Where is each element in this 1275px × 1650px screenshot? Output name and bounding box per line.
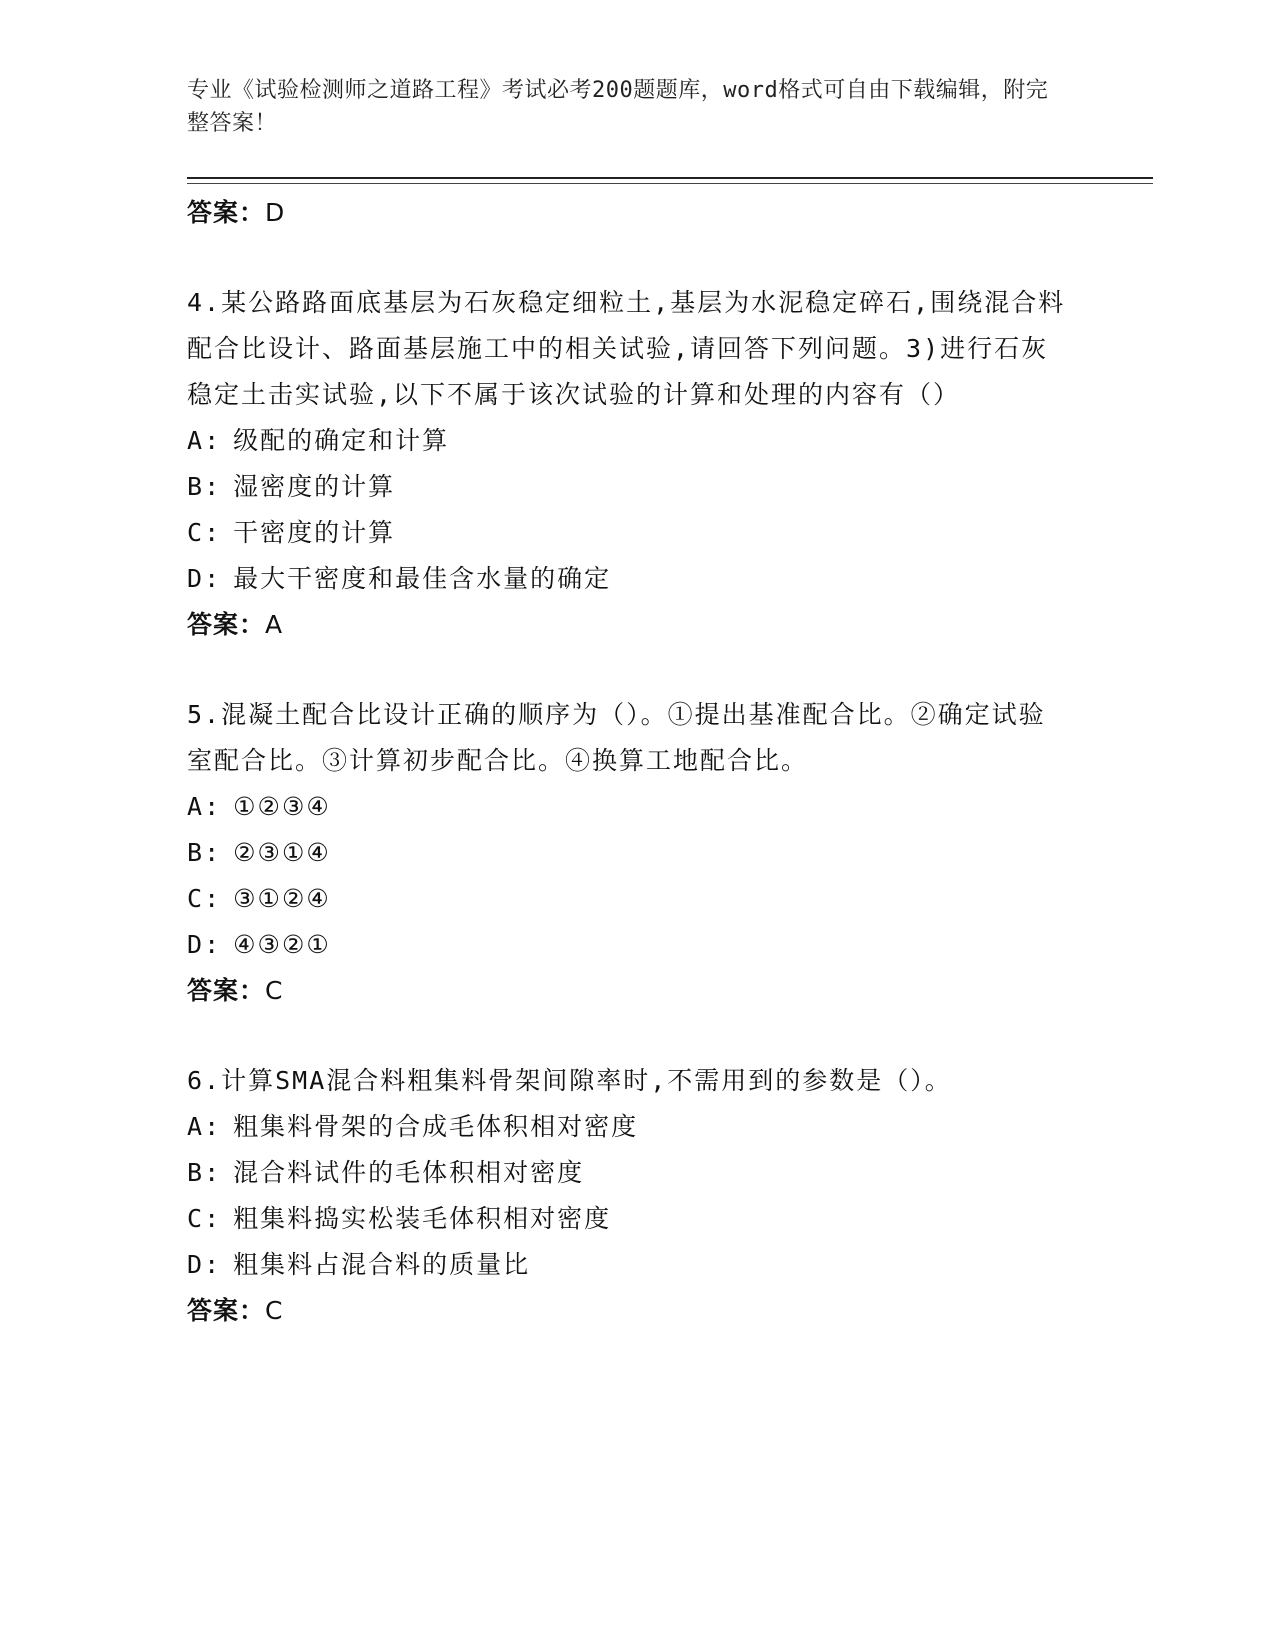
- answer-value: A: [265, 610, 284, 639]
- option-d: D: ④③②①: [187, 930, 331, 959]
- answer-label: 答案：: [187, 610, 266, 639]
- answer-label: 答案：: [187, 1296, 266, 1325]
- option-d: D: 粗集料占混合料的质量比: [187, 1250, 531, 1279]
- option-a: A: 级配的确定和计算: [187, 426, 450, 455]
- option-d: D: 最大干密度和最佳含水量的确定: [187, 564, 612, 593]
- question-list: [187, 190, 1087, 1334]
- option-b: B: ②③①④: [187, 838, 331, 867]
- question-text: 4.某公路路面底基层为石灰稳定细粒土,基层为水泥稳定碎石,围绕混合料配合比设计、路面基层施工中的相关试验,请回答下列问题。3)进行石灰稳定土击实试验,以下不属于该次试验的计算和处理的内容有（）: [187, 288, 1066, 409]
- question-6: [187, 1058, 1087, 1334]
- answer-label: 答案：: [187, 976, 266, 1005]
- header-divider-thin: [187, 183, 1153, 184]
- answer-value: C: [265, 1296, 284, 1325]
- answer-line: [187, 190, 1087, 236]
- answer-line: [187, 968, 1087, 1014]
- question-4: [187, 280, 1087, 648]
- option-b: B: 混合料试件的毛体积相对密度: [187, 1158, 585, 1187]
- answer-label: 答案：: [187, 198, 266, 227]
- option-c: C: ③①②④: [187, 884, 331, 913]
- question-text: 6.计算SMA混合料粗集料骨架间隙率时,不需用到的参数是（）。: [187, 1066, 952, 1095]
- header-divider: [187, 177, 1153, 179]
- option-b: B: 湿密度的计算: [187, 472, 396, 501]
- page-header: 专业《试验检测师之道路工程》考试必考200题题库，word格式可自由下载编辑，附完整答案！: [187, 78, 1049, 136]
- question-text: 5.混凝土配合比设计正确的顺序为（）。①提出基准配合比。②确定试验室配合比。③计算初步配合比。④换算工地配合比。: [187, 700, 1046, 775]
- answer-value: D: [265, 198, 286, 227]
- answer-value: C: [265, 976, 284, 1005]
- question-5: [187, 692, 1087, 1014]
- answer-line: [187, 1288, 1087, 1334]
- option-c: C: 干密度的计算: [187, 518, 396, 547]
- answer-line: [187, 602, 1087, 648]
- option-a: A: ①②③④: [187, 792, 331, 821]
- option-c: C: 粗集料捣实松装毛体积相对密度: [187, 1204, 612, 1233]
- option-a: A: 粗集料骨架的合成毛体积相对密度: [187, 1112, 639, 1141]
